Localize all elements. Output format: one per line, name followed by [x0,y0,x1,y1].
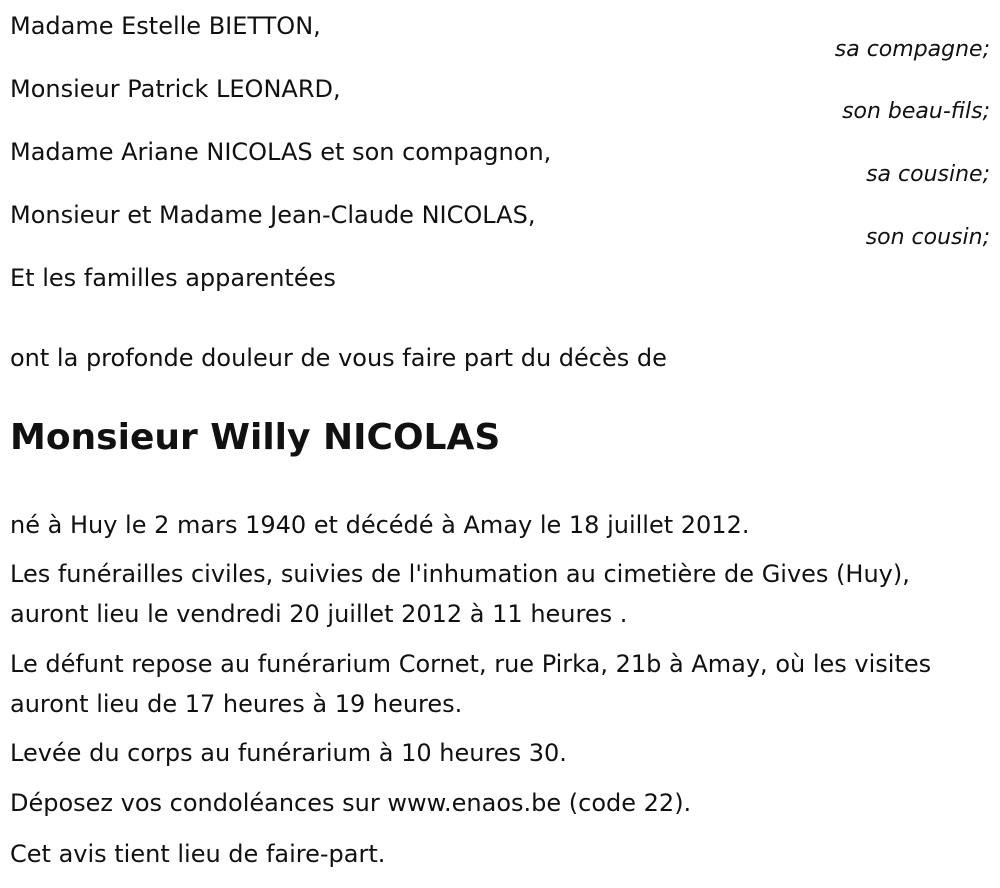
notice-info: Cet avis tient lieu de faire-part. [10,840,386,868]
family-member-relation: sa compagne; [834,37,990,62]
deceased-name: Monsieur Willy NICOLAS [10,417,501,458]
other-families: Et les familles apparentées [10,264,336,292]
family-member-name: Madame Ariane NICOLAS et son compagnon, [10,138,552,166]
family-member-relation: sa cousine; [866,162,990,187]
condolences-info: Déposez vos condoléances sur www.enaos.be (code 22). [10,789,692,817]
family-member-name: Monsieur Patrick LEONARD, [10,75,341,103]
levee-info: Levée du corps au funérarium à 10 heures 30. [10,739,567,767]
family-member-relation: son cousin; [865,225,990,250]
repose-info: Le défunt repose au funérarium Cornet, rue Pirka, 21b à Amay, où les visites auront lieu de 17 heures à 19 heures. [10,650,932,718]
family-member-relation: son beau-fils; [842,99,990,124]
funeral-info: Les funérailles civiles, suivies de l'inhumation au cimetière de Gives (Huy), auront lieu le vendredi 20 juillet 2012 à 11 heures . [10,560,910,628]
birth-death-info: né à Huy le 2 mars 1940 et décédé à Amay le 18 juillet 2012. [10,511,750,539]
family-member-name: Monsieur et Madame Jean-Claude NICOLAS, [10,201,536,229]
family-member-name: Madame Estelle BIETTON, [10,12,321,40]
announcement-intro: ont la profonde douleur de vous faire part du décès de [10,344,667,372]
